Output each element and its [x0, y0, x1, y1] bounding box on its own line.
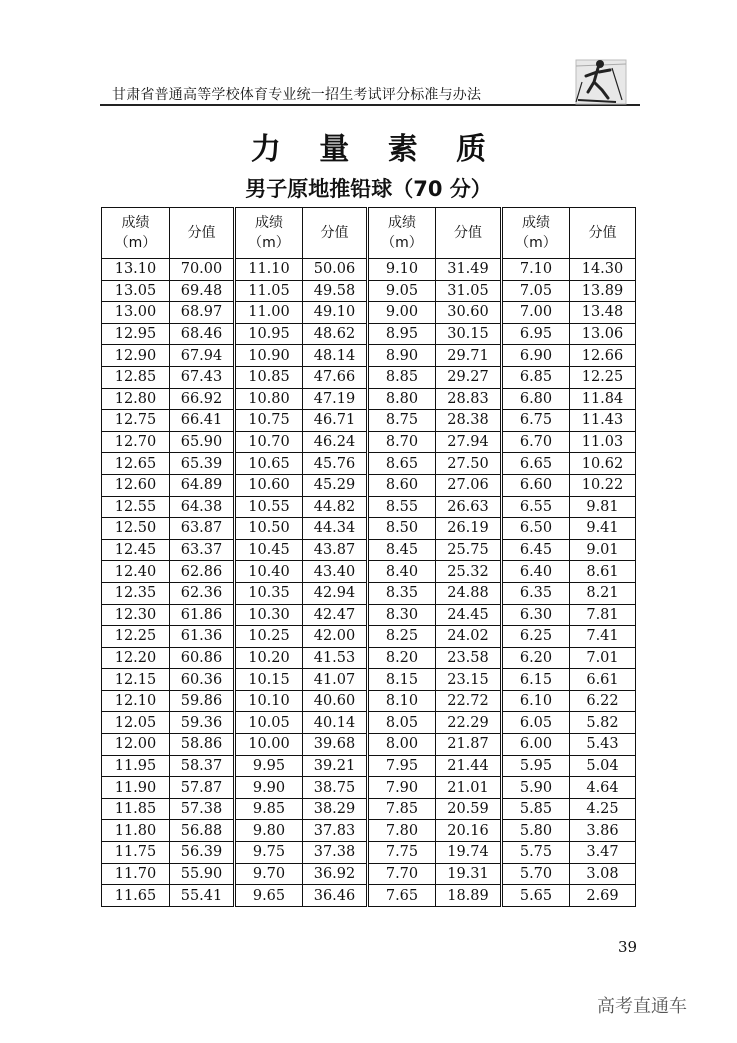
- result-cell: 6.65: [502, 453, 570, 475]
- score-cell: 60.86: [170, 647, 235, 669]
- score-cell: 38.29: [303, 798, 368, 820]
- result-cell: 8.30: [368, 604, 436, 626]
- page-number: 39: [618, 938, 638, 956]
- result-cell: 7.10: [502, 259, 570, 281]
- result-cell: 6.80: [502, 388, 570, 410]
- result-cell: 6.10: [502, 690, 570, 712]
- table-row: [102, 259, 636, 281]
- table-row: [102, 777, 636, 799]
- score-cell: 65.39: [170, 453, 235, 475]
- score-cell: 40.14: [303, 712, 368, 734]
- result-cell: 6.45: [502, 539, 570, 561]
- score-cell: 44.34: [303, 518, 368, 540]
- score-cell: 25.32: [436, 561, 502, 583]
- score-cell: 66.41: [170, 410, 235, 432]
- result-cell: 7.05: [502, 280, 570, 302]
- result-cell: 11.85: [102, 798, 170, 820]
- score-cell: 31.49: [436, 259, 502, 281]
- result-cell: 5.75: [502, 842, 570, 864]
- table-row: [102, 539, 636, 561]
- score-cell: 9.41: [570, 518, 636, 540]
- score-cell: 57.87: [170, 777, 235, 799]
- score-cell: 56.39: [170, 842, 235, 864]
- table-row: [102, 561, 636, 583]
- header-rule: [100, 104, 640, 106]
- score-cell: 48.14: [303, 345, 368, 367]
- score-cell: 21.87: [436, 734, 502, 756]
- score-cell: 58.37: [170, 755, 235, 777]
- result-cell: 6.75: [502, 410, 570, 432]
- score-cell: 30.60: [436, 302, 502, 324]
- result-cell: 11.65: [102, 885, 170, 907]
- score-cell: 41.53: [303, 647, 368, 669]
- score-cell: 24.02: [436, 626, 502, 648]
- score-cell: 9.01: [570, 539, 636, 561]
- table-row: [102, 885, 636, 907]
- result-cell: 5.85: [502, 798, 570, 820]
- result-cell: 11.95: [102, 755, 170, 777]
- result-cell: 8.15: [368, 669, 436, 691]
- score-cell: 13.89: [570, 280, 636, 302]
- score-cell: 40.60: [303, 690, 368, 712]
- table-row: [102, 431, 636, 453]
- score-cell: 57.38: [170, 798, 235, 820]
- result-cell: 9.05: [368, 280, 436, 302]
- score-cell: 18.89: [436, 885, 502, 907]
- score-cell: 45.29: [303, 474, 368, 496]
- score-cell: 67.43: [170, 366, 235, 388]
- table-header-row: [102, 208, 636, 259]
- result-cell: 11.90: [102, 777, 170, 799]
- score-cell: 42.94: [303, 582, 368, 604]
- score-cell: 19.74: [436, 842, 502, 864]
- score-cell: 31.05: [436, 280, 502, 302]
- score-cell: 46.71: [303, 410, 368, 432]
- score-cell: 39.21: [303, 755, 368, 777]
- score-cell: 66.92: [170, 388, 235, 410]
- result-cell: 12.60: [102, 474, 170, 496]
- score-cell: 59.86: [170, 690, 235, 712]
- score-cell: 11.84: [570, 388, 636, 410]
- score-cell: 28.38: [436, 410, 502, 432]
- column-header-result: 成绩 （m）: [368, 208, 436, 259]
- table-row: [102, 755, 636, 777]
- result-cell: 10.90: [235, 345, 303, 367]
- score-cell: 26.19: [436, 518, 502, 540]
- result-cell: 10.45: [235, 539, 303, 561]
- result-cell: 8.10: [368, 690, 436, 712]
- result-cell: 8.55: [368, 496, 436, 518]
- score-cell: 21.01: [436, 777, 502, 799]
- score-cell: 8.61: [570, 561, 636, 583]
- result-cell: 12.65: [102, 453, 170, 475]
- table-row: [102, 345, 636, 367]
- result-cell: 10.05: [235, 712, 303, 734]
- table-title: 男子原地推铅球（70 分）: [245, 177, 492, 201]
- result-cell: 8.75: [368, 410, 436, 432]
- result-cell: 12.50: [102, 518, 170, 540]
- result-cell: 7.95: [368, 755, 436, 777]
- score-cell: 68.46: [170, 323, 235, 345]
- table-row: [102, 626, 636, 648]
- result-cell: 6.00: [502, 734, 570, 756]
- score-cell: 9.81: [570, 496, 636, 518]
- result-cell: 12.90: [102, 345, 170, 367]
- result-cell: 12.55: [102, 496, 170, 518]
- score-cell: 7.41: [570, 626, 636, 648]
- result-cell: 5.70: [502, 863, 570, 885]
- table-row: [102, 582, 636, 604]
- result-cell: 5.95: [502, 755, 570, 777]
- result-cell: 10.80: [235, 388, 303, 410]
- result-cell: 9.65: [235, 885, 303, 907]
- table-row: [102, 280, 636, 302]
- score-cell: 41.07: [303, 669, 368, 691]
- table-body: [102, 259, 636, 907]
- table-row: [102, 496, 636, 518]
- score-cell: 63.37: [170, 539, 235, 561]
- table-row: [102, 474, 636, 496]
- score-cell: 49.58: [303, 280, 368, 302]
- result-cell: 10.60: [235, 474, 303, 496]
- result-cell: 10.00: [235, 734, 303, 756]
- result-cell: 10.35: [235, 582, 303, 604]
- result-cell: 9.70: [235, 863, 303, 885]
- result-cell: 12.20: [102, 647, 170, 669]
- score-cell: 61.86: [170, 604, 235, 626]
- table-row: [102, 323, 636, 345]
- score-cell: 61.36: [170, 626, 235, 648]
- result-cell: 11.00: [235, 302, 303, 324]
- result-cell: 8.95: [368, 323, 436, 345]
- score-cell: 64.89: [170, 474, 235, 496]
- score-cell: 63.87: [170, 518, 235, 540]
- result-cell: 13.05: [102, 280, 170, 302]
- result-cell: 11.70: [102, 863, 170, 885]
- result-cell: 11.10: [235, 259, 303, 281]
- result-cell: 11.75: [102, 842, 170, 864]
- result-cell: 9.95: [235, 755, 303, 777]
- result-cell: 7.00: [502, 302, 570, 324]
- score-table: [101, 207, 636, 907]
- column-header-result: 成绩 （m）: [235, 208, 303, 259]
- score-cell: 10.22: [570, 474, 636, 496]
- result-cell: 6.20: [502, 647, 570, 669]
- score-cell: 55.41: [170, 885, 235, 907]
- table-row: [102, 453, 636, 475]
- score-cell: 13.48: [570, 302, 636, 324]
- result-cell: 12.40: [102, 561, 170, 583]
- table-row: [102, 734, 636, 756]
- result-cell: 6.40: [502, 561, 570, 583]
- score-cell: 7.81: [570, 604, 636, 626]
- result-cell: 8.05: [368, 712, 436, 734]
- score-cell: 4.64: [570, 777, 636, 799]
- result-cell: 6.55: [502, 496, 570, 518]
- score-cell: 45.76: [303, 453, 368, 475]
- score-cell: 25.75: [436, 539, 502, 561]
- column-header-score: 分值: [436, 208, 502, 259]
- score-cell: 11.03: [570, 431, 636, 453]
- column-header-score: 分值: [303, 208, 368, 259]
- result-cell: 8.45: [368, 539, 436, 561]
- result-cell: 12.85: [102, 366, 170, 388]
- score-cell: 14.30: [570, 259, 636, 281]
- score-cell: 3.47: [570, 842, 636, 864]
- result-cell: 6.35: [502, 582, 570, 604]
- score-cell: 46.24: [303, 431, 368, 453]
- result-cell: 8.65: [368, 453, 436, 475]
- table-row: [102, 820, 636, 842]
- result-cell: 9.75: [235, 842, 303, 864]
- result-cell: 8.90: [368, 345, 436, 367]
- result-cell: 13.10: [102, 259, 170, 281]
- result-cell: 10.40: [235, 561, 303, 583]
- score-cell: 56.88: [170, 820, 235, 842]
- result-cell: 8.35: [368, 582, 436, 604]
- score-cell: 47.66: [303, 366, 368, 388]
- score-cell: 5.04: [570, 755, 636, 777]
- result-cell: 5.80: [502, 820, 570, 842]
- result-cell: 9.90: [235, 777, 303, 799]
- result-cell: 12.45: [102, 539, 170, 561]
- score-cell: 3.08: [570, 863, 636, 885]
- running-header-title: 甘肃省普通高等学校体育专业统一招生考试评分标准与办法: [112, 87, 482, 103]
- result-cell: 7.65: [368, 885, 436, 907]
- score-cell: 48.62: [303, 323, 368, 345]
- result-cell: 6.15: [502, 669, 570, 691]
- score-cell: 36.46: [303, 885, 368, 907]
- score-cell: 20.59: [436, 798, 502, 820]
- result-cell: 9.10: [368, 259, 436, 281]
- score-cell: 11.43: [570, 410, 636, 432]
- table-row: [102, 863, 636, 885]
- score-cell: 69.48: [170, 280, 235, 302]
- score-cell: 8.21: [570, 582, 636, 604]
- score-cell: 64.38: [170, 496, 235, 518]
- result-cell: 10.55: [235, 496, 303, 518]
- result-cell: 8.25: [368, 626, 436, 648]
- result-cell: 8.85: [368, 366, 436, 388]
- result-cell: 7.90: [368, 777, 436, 799]
- result-cell: 6.95: [502, 323, 570, 345]
- result-cell: 6.25: [502, 626, 570, 648]
- table-row: [102, 669, 636, 691]
- result-cell: 12.35: [102, 582, 170, 604]
- result-cell: 8.00: [368, 734, 436, 756]
- table-row: [102, 647, 636, 669]
- score-cell: 3.86: [570, 820, 636, 842]
- score-cell: 5.43: [570, 734, 636, 756]
- result-cell: 10.85: [235, 366, 303, 388]
- table-row: [102, 690, 636, 712]
- score-cell: 24.88: [436, 582, 502, 604]
- score-cell: 10.62: [570, 453, 636, 475]
- result-cell: 7.80: [368, 820, 436, 842]
- result-cell: 8.60: [368, 474, 436, 496]
- score-cell: 62.36: [170, 582, 235, 604]
- score-cell: 22.29: [436, 712, 502, 734]
- result-cell: 6.90: [502, 345, 570, 367]
- result-cell: 12.25: [102, 626, 170, 648]
- score-cell: 68.97: [170, 302, 235, 324]
- score-cell: 12.66: [570, 345, 636, 367]
- score-cell: 39.68: [303, 734, 368, 756]
- skier-logo-icon: [570, 52, 632, 106]
- score-cell: 43.40: [303, 561, 368, 583]
- score-cell: 38.75: [303, 777, 368, 799]
- score-cell: 27.50: [436, 453, 502, 475]
- score-cell: 60.36: [170, 669, 235, 691]
- score-cell: 67.94: [170, 345, 235, 367]
- result-cell: 12.70: [102, 431, 170, 453]
- column-header-result: 成绩 （m）: [502, 208, 570, 259]
- score-cell: 59.36: [170, 712, 235, 734]
- score-cell: 36.92: [303, 863, 368, 885]
- result-cell: 5.65: [502, 885, 570, 907]
- result-cell: 6.85: [502, 366, 570, 388]
- score-cell: 22.72: [436, 690, 502, 712]
- score-cell: 5.82: [570, 712, 636, 734]
- result-cell: 11.80: [102, 820, 170, 842]
- column-header-result: 成绩 （m）: [102, 208, 170, 259]
- result-cell: 12.05: [102, 712, 170, 734]
- table-row: [102, 712, 636, 734]
- result-cell: 7.75: [368, 842, 436, 864]
- table-row: [102, 798, 636, 820]
- result-cell: 5.90: [502, 777, 570, 799]
- table-row: [102, 366, 636, 388]
- column-header-score: 分值: [170, 208, 235, 259]
- result-cell: 10.20: [235, 647, 303, 669]
- table-row: [102, 604, 636, 626]
- result-cell: 9.00: [368, 302, 436, 324]
- result-cell: 10.50: [235, 518, 303, 540]
- column-header-score: 分值: [570, 208, 636, 259]
- score-cell: 29.27: [436, 366, 502, 388]
- table-row: [102, 388, 636, 410]
- result-cell: 6.70: [502, 431, 570, 453]
- result-cell: 9.80: [235, 820, 303, 842]
- table-row: [102, 410, 636, 432]
- section-title: 力 量 素 质: [250, 132, 501, 167]
- result-cell: 8.70: [368, 431, 436, 453]
- table-row: [102, 518, 636, 540]
- result-cell: 10.15: [235, 669, 303, 691]
- result-cell: 10.70: [235, 431, 303, 453]
- result-cell: 9.85: [235, 798, 303, 820]
- result-cell: 10.25: [235, 626, 303, 648]
- score-cell: 23.58: [436, 647, 502, 669]
- score-cell: 28.83: [436, 388, 502, 410]
- score-cell: 58.86: [170, 734, 235, 756]
- result-cell: 8.40: [368, 561, 436, 583]
- result-cell: 12.75: [102, 410, 170, 432]
- score-cell: 13.06: [570, 323, 636, 345]
- result-cell: 12.95: [102, 323, 170, 345]
- table-row: [102, 842, 636, 864]
- result-cell: 12.80: [102, 388, 170, 410]
- score-cell: 62.86: [170, 561, 235, 583]
- result-cell: 6.05: [502, 712, 570, 734]
- watermark: 高考直通车: [597, 996, 687, 1017]
- result-cell: 12.15: [102, 669, 170, 691]
- score-cell: 65.90: [170, 431, 235, 453]
- score-cell: 26.63: [436, 496, 502, 518]
- score-cell: 42.00: [303, 626, 368, 648]
- result-cell: 6.50: [502, 518, 570, 540]
- result-cell: 11.05: [235, 280, 303, 302]
- score-cell: 20.16: [436, 820, 502, 842]
- score-cell: 23.15: [436, 669, 502, 691]
- result-cell: 12.00: [102, 734, 170, 756]
- score-cell: 30.15: [436, 323, 502, 345]
- score-cell: 21.44: [436, 755, 502, 777]
- score-cell: 37.38: [303, 842, 368, 864]
- score-cell: 12.25: [570, 366, 636, 388]
- result-cell: 10.95: [235, 323, 303, 345]
- score-cell: 37.83: [303, 820, 368, 842]
- result-cell: 7.70: [368, 863, 436, 885]
- result-cell: 10.75: [235, 410, 303, 432]
- score-cell: 6.22: [570, 690, 636, 712]
- result-cell: 13.00: [102, 302, 170, 324]
- result-cell: 8.50: [368, 518, 436, 540]
- score-cell: 50.06: [303, 259, 368, 281]
- score-cell: 42.47: [303, 604, 368, 626]
- score-cell: 47.19: [303, 388, 368, 410]
- result-cell: 8.80: [368, 388, 436, 410]
- score-cell: 49.10: [303, 302, 368, 324]
- score-cell: 27.94: [436, 431, 502, 453]
- result-cell: 12.10: [102, 690, 170, 712]
- score-cell: 2.69: [570, 885, 636, 907]
- score-cell: 70.00: [170, 259, 235, 281]
- result-cell: 8.20: [368, 647, 436, 669]
- result-cell: 7.85: [368, 798, 436, 820]
- score-cell: 4.25: [570, 798, 636, 820]
- result-cell: 6.60: [502, 474, 570, 496]
- result-cell: 6.30: [502, 604, 570, 626]
- score-cell: 55.90: [170, 863, 235, 885]
- score-cell: 29.71: [436, 345, 502, 367]
- table-row: [102, 302, 636, 324]
- score-cell: 43.87: [303, 539, 368, 561]
- score-cell: 27.06: [436, 474, 502, 496]
- score-cell: 19.31: [436, 863, 502, 885]
- score-cell: 24.45: [436, 604, 502, 626]
- score-cell: 44.82: [303, 496, 368, 518]
- result-cell: 10.30: [235, 604, 303, 626]
- result-cell: 10.10: [235, 690, 303, 712]
- result-cell: 12.30: [102, 604, 170, 626]
- result-cell: 10.65: [235, 453, 303, 475]
- score-cell: 6.61: [570, 669, 636, 691]
- score-cell: 7.01: [570, 647, 636, 669]
